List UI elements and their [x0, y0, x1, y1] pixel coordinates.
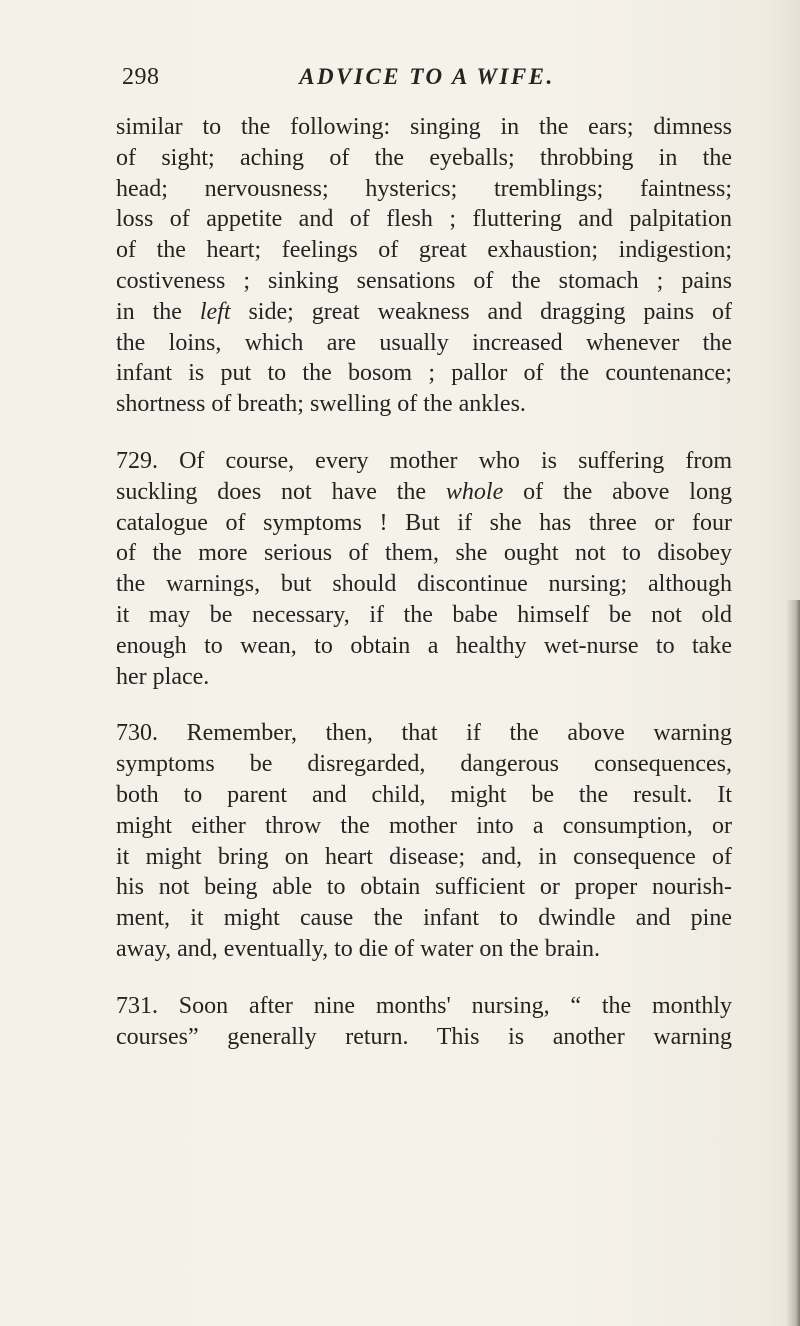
text-line: loss of appetite and of flesh ; fluttering and palpitation: [116, 206, 732, 233]
text-line: in the left side; great weakness and dragging pains of: [116, 298, 732, 325]
text-line: his not being able to obtain sufficient or proper nourish-: [116, 874, 732, 901]
text-line: costiveness ; sinking sensations of the stomach ; pains: [116, 267, 732, 294]
emphasis-text: left: [199, 298, 231, 325]
page-number: 298: [122, 64, 160, 90]
text-line: the loins, which are usually increased whenever the: [116, 329, 732, 356]
text-line: of sight; aching of the eyeballs; throbbing in the: [116, 144, 732, 171]
text-line: it might bring on heart disease; and, in consequence of: [116, 843, 732, 870]
text-line: symptoms be disregarded, dangerous consequences,: [116, 751, 732, 778]
body-text: [116, 112, 732, 1052]
text-line: both to parent and child, might be the result. It: [116, 781, 732, 808]
text-line: similar to the following: singing in the ears; dimness: [116, 114, 732, 140]
emphasis-text: whole: [445, 478, 504, 505]
text-line: ment, it might cause the infant to dwindle and pine: [116, 905, 732, 932]
page-edge-shadow: [786, 600, 800, 1326]
paragraph-gap: [116, 420, 732, 446]
text-line: the warnings, but should discontinue nursing; although: [116, 571, 732, 598]
paragraph: [116, 718, 732, 964]
running-head: [122, 64, 732, 100]
paragraph: [116, 112, 732, 420]
text-line: enough to wean, to obtain a healthy wet-nurse to take: [116, 632, 732, 659]
text-line: of the heart; feelings of great exhaustion; indigestion;: [116, 237, 732, 264]
text-line: away, and, eventually, to die of water on the brain.: [116, 935, 601, 962]
text-line: head; nervousness; hysterics; tremblings; faintness;: [116, 175, 732, 202]
text-line: of the more serious of them, she ought not to disobey: [116, 540, 732, 567]
paragraph-gap: [116, 965, 732, 991]
text-line: shortness of breath; swelling of the ankles.: [116, 391, 526, 418]
text-line: it may be necessary, if the babe himself be not old: [116, 601, 732, 628]
text-line: 731. Soon after nine months' nursing, “ the monthly: [116, 992, 732, 1019]
running-title: ADVICE TO A WIFE.: [299, 64, 555, 89]
text-line: courses” generally return. This is another warning: [116, 1023, 732, 1050]
text-line: catalogue of symptoms ! But if she has three or four: [116, 509, 732, 536]
text-line: suckling does not have the whole of the above long: [116, 478, 732, 505]
paragraph: [116, 446, 732, 692]
text-line: her place.: [116, 663, 210, 690]
text-line: 729. Of course, every mother who is suffering from: [116, 447, 732, 474]
text-line: 730. Remember, then, that if the above warning: [116, 720, 732, 747]
paragraph: [116, 991, 732, 1053]
paragraph-gap: [116, 692, 732, 718]
text-line: infant is put to the bosom ; pallor of the countenance;: [116, 360, 732, 387]
text-line: might either throw the mother into a consumption, or: [116, 812, 732, 839]
